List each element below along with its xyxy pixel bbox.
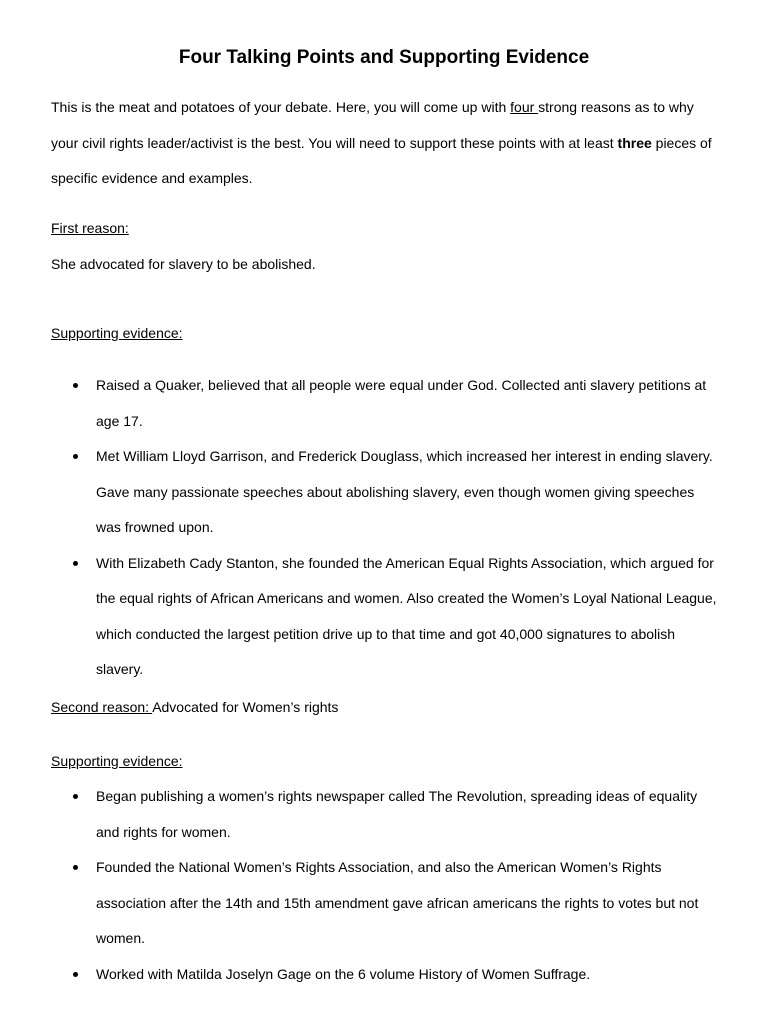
first-reason-label: First reason: — [51, 220, 129, 236]
list-item-text: Met William Lloyd Garrison, and Frederick Douglass, which increased her interest in ending slavery. Gave many passionate speeches about abolishing slavery, even though women giving speeches was frowned upon. — [96, 448, 713, 535]
list-item-text: Worked with Matilda Joselyn Gage on the 6 volume History of Women Suffrage. — [96, 965, 591, 982]
list-item — [51, 779, 721, 850]
second-reason — [51, 697, 338, 717]
intro-underlined-word: four — [510, 99, 539, 115]
evidence-list-2 — [51, 779, 721, 992]
intro-bold-word: three — [617, 134, 652, 151]
list-item-text: Founded the National Women’s Rights Association, and also the American Women’s Rights association after the 14th and 15th amendment gave african americans the rights to votes but not women. — [96, 859, 699, 946]
intro-text-1: This is the meat and potatoes of your debate. Here, you will come up with — [51, 99, 511, 115]
list-item — [51, 850, 721, 957]
bullet-icon — [73, 865, 78, 870]
bullet-icon — [73, 972, 78, 977]
list-item-text: Began publishing a women’s rights newspaper called The Revolution, spreading ideas of equality and rights for women. — [96, 788, 698, 840]
intro-paragraph — [51, 90, 721, 197]
list-item-text: Raised a Quaker, believed that all people were equal under God. Collected anti slavery petitions at age 17. — [96, 377, 707, 429]
list-item — [51, 439, 721, 546]
bullet-icon — [73, 383, 78, 388]
supporting-evidence-label-2: Supporting evidence: — [51, 753, 183, 769]
intro-text-2: strong reasons as to why your civil rights leader/activist is the best. You will need to support these points with at least — [51, 99, 694, 151]
list-item — [51, 368, 721, 439]
intro-text-3: pieces of specific evidence and examples. — [51, 134, 712, 186]
supporting-evidence-label-1: Supporting evidence: — [51, 325, 183, 341]
list-item — [51, 957, 721, 993]
first-reason-text: She advocated for slavery to be abolished. — [51, 256, 316, 272]
list-item-text: With Elizabeth Cady Stanton, she founded the American Equal Rights Association, which argued for the equal rights of African Americans and women. Also created the Women’s Loyal National League, which conducted the largest petition drive up to that time and got 40,000 signatures to abolish slavery. — [96, 554, 717, 677]
bullet-icon — [73, 794, 78, 799]
second-reason-text: Advocated for Women’s rights — [152, 699, 339, 715]
bullet-icon — [73, 454, 78, 459]
list-item — [51, 546, 721, 688]
second-reason-label: Second reason: — [51, 699, 153, 715]
page-title: Four Talking Points and Supporting Evidence — [178, 47, 590, 68]
evidence-list-1 — [51, 368, 721, 688]
bullet-icon — [73, 561, 78, 566]
